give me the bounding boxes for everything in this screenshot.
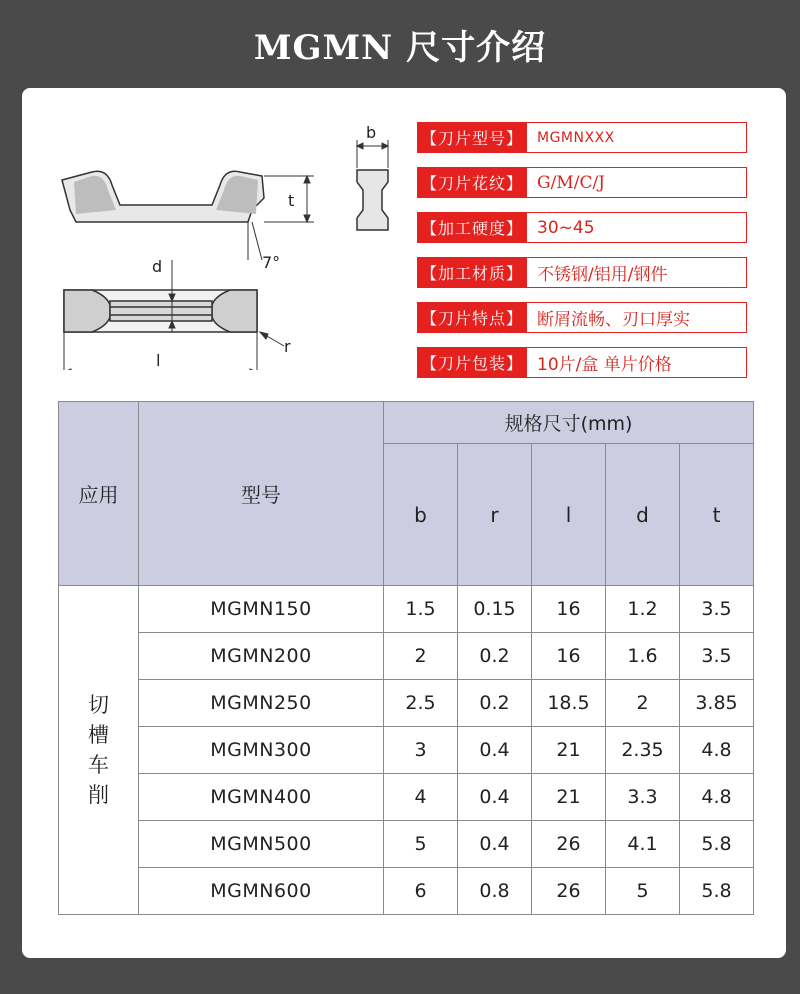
cell-d: 5 xyxy=(606,868,680,915)
insert-dimension-diagram xyxy=(52,110,422,370)
insert-side-view xyxy=(62,171,264,222)
label-d: d xyxy=(152,257,163,276)
cell-t: 3.5 xyxy=(680,586,754,633)
cell-d: 4.1 xyxy=(606,821,680,868)
cell-l: 26 xyxy=(532,821,606,868)
cell-l: 21 xyxy=(532,727,606,774)
cell-model: MGMN200 xyxy=(139,633,384,680)
cell-b: 1.5 xyxy=(384,586,458,633)
cell-l: 18.5 xyxy=(532,680,606,727)
spec-row-hardness xyxy=(417,212,747,243)
cell-r: 0.4 xyxy=(458,727,532,774)
cell-l: 16 xyxy=(532,586,606,633)
spec-row-pattern xyxy=(417,167,747,198)
cell-model: MGMN500 xyxy=(139,821,384,868)
spec-list xyxy=(417,122,747,392)
cell-model: MGMN250 xyxy=(139,680,384,727)
spec-row-material xyxy=(417,257,747,288)
header-model: 型号 xyxy=(139,402,384,586)
cell-r: 0.15 xyxy=(458,586,532,633)
spec-value: MGMNXXX xyxy=(527,122,747,153)
spec-table xyxy=(58,401,754,915)
content-card xyxy=(22,88,786,958)
cell-d: 2.35 xyxy=(606,727,680,774)
table-row xyxy=(59,774,754,821)
spec-key: 【刀片花纹】 xyxy=(417,167,527,198)
application-cell xyxy=(59,586,139,915)
header-dim-b: b xyxy=(384,444,458,586)
spec-value: 不锈钢/铝用/钢件 xyxy=(527,257,747,288)
table-row xyxy=(59,633,754,680)
insert-end-view xyxy=(357,170,388,230)
spec-table-wrapper xyxy=(58,401,754,915)
cell-t: 3.5 xyxy=(680,633,754,680)
spec-key: 【加工材质】 xyxy=(417,257,527,288)
header-dimensions: 规格尺寸(mm) xyxy=(384,402,754,444)
cell-t: 4.8 xyxy=(680,727,754,774)
spec-key: 【刀片包装】 xyxy=(417,347,527,378)
table-row xyxy=(59,821,754,868)
application-text: 切槽车削 xyxy=(88,693,109,807)
cell-t: 5.8 xyxy=(680,868,754,915)
cell-model: MGMN600 xyxy=(139,868,384,915)
cell-d: 1.6 xyxy=(606,633,680,680)
label-l: l xyxy=(156,351,161,370)
table-row xyxy=(59,680,754,727)
cell-b: 5 xyxy=(384,821,458,868)
cell-t: 5.8 xyxy=(680,821,754,868)
header-dim-r: r xyxy=(458,444,532,586)
cell-b: 4 xyxy=(384,774,458,821)
label-angle: 7° xyxy=(262,253,281,272)
page-title: MGMN 尺寸介绍 xyxy=(253,27,547,68)
page-header xyxy=(0,0,800,88)
cell-l: 26 xyxy=(532,868,606,915)
spec-value: 30~45 xyxy=(527,212,747,243)
table-row xyxy=(59,727,754,774)
spec-key: 【刀片特点】 xyxy=(417,302,527,333)
cell-b: 2.5 xyxy=(384,680,458,727)
cell-r: 0.2 xyxy=(458,680,532,727)
cell-model: MGMN300 xyxy=(139,727,384,774)
spec-row-features xyxy=(417,302,747,333)
spec-key: 【加工硬度】 xyxy=(417,212,527,243)
spec-value: 断屑流畅、刃口厚实 xyxy=(527,302,747,333)
cell-d: 2 xyxy=(606,680,680,727)
cell-d: 1.2 xyxy=(606,586,680,633)
label-t: t xyxy=(288,191,295,210)
cell-l: 16 xyxy=(532,633,606,680)
spec-row-packaging xyxy=(417,347,747,378)
cell-r: 0.2 xyxy=(458,633,532,680)
table-row xyxy=(59,868,754,915)
cell-b: 2 xyxy=(384,633,458,680)
cell-model: MGMN150 xyxy=(139,586,384,633)
header-dim-t: t xyxy=(680,444,754,586)
cell-r: 0.4 xyxy=(458,821,532,868)
label-r: r xyxy=(284,337,291,356)
cell-t: 4.8 xyxy=(680,774,754,821)
header-dim-d: d xyxy=(606,444,680,586)
header-dim-l: l xyxy=(532,444,606,586)
spec-value: 10片/盒 单片价格 xyxy=(527,347,747,378)
spec-value: G/M/C/J xyxy=(527,167,747,198)
cell-b: 6 xyxy=(384,868,458,915)
cell-t: 3.85 xyxy=(680,680,754,727)
cell-d: 3.3 xyxy=(606,774,680,821)
table-row xyxy=(59,586,754,633)
spec-key: 【刀片型号】 xyxy=(417,122,527,153)
header-application: 应用 xyxy=(59,402,139,586)
label-b: b xyxy=(366,123,377,142)
spec-row-model xyxy=(417,122,747,153)
cell-model: MGMN400 xyxy=(139,774,384,821)
insert-top-view xyxy=(64,290,257,332)
cell-l: 21 xyxy=(532,774,606,821)
cell-r: 0.8 xyxy=(458,868,532,915)
cell-r: 0.4 xyxy=(458,774,532,821)
cell-b: 3 xyxy=(384,727,458,774)
